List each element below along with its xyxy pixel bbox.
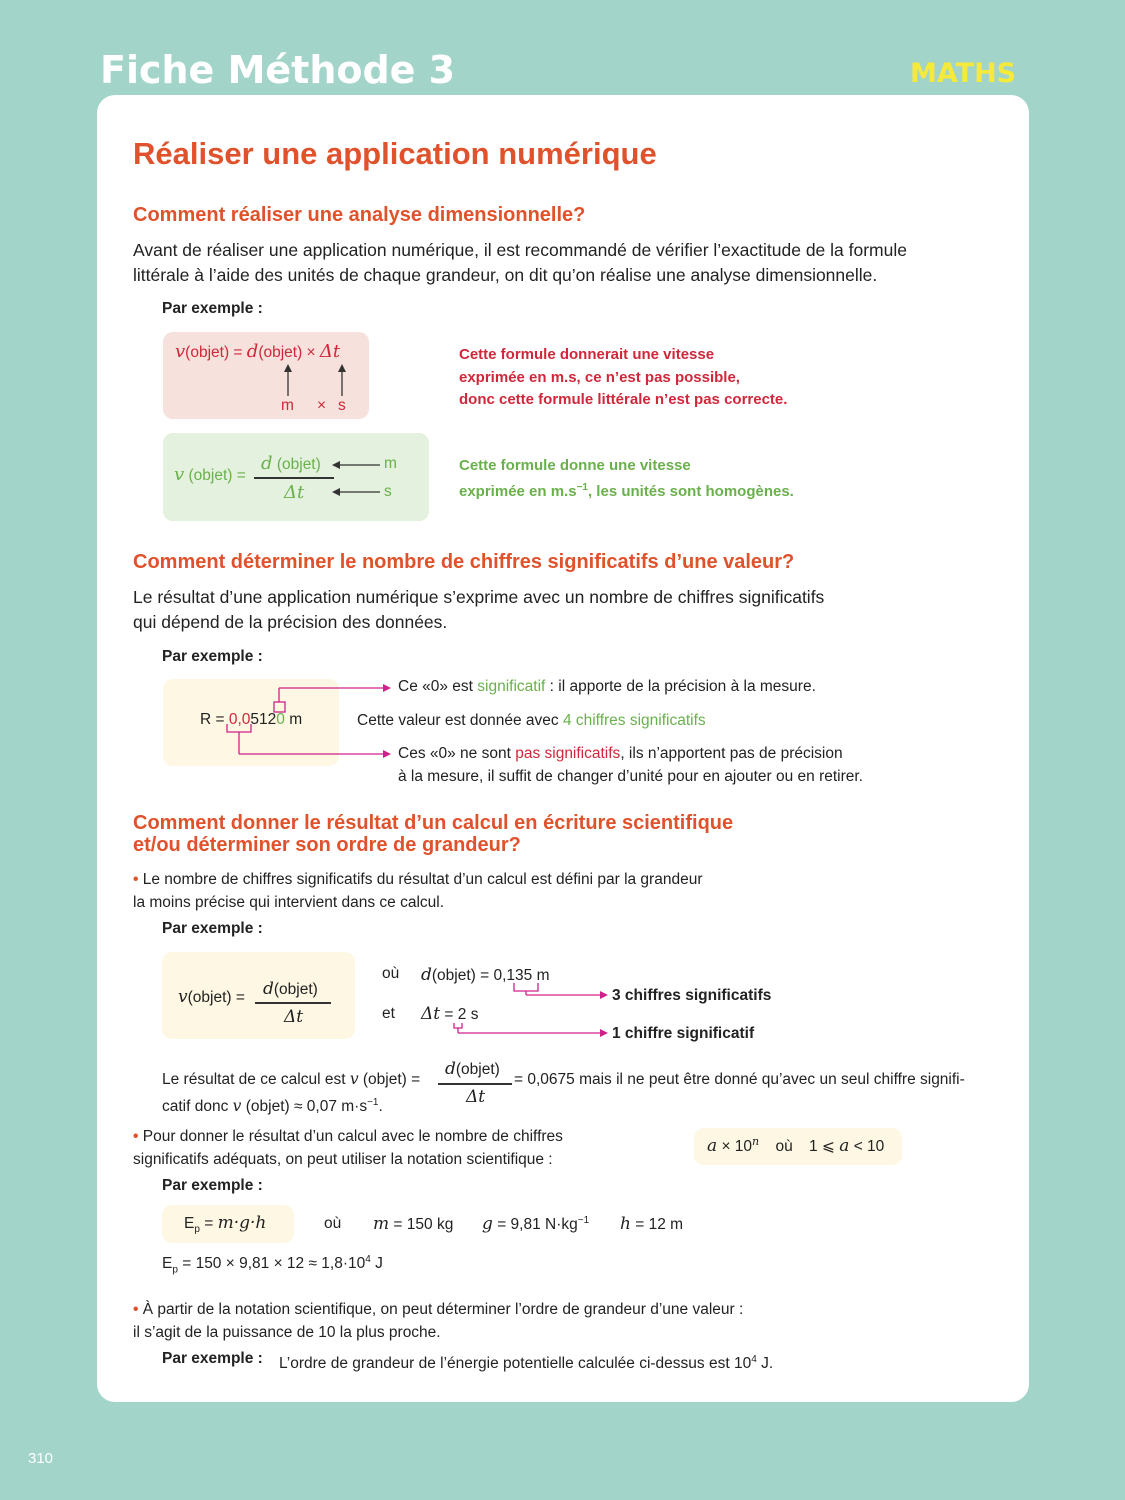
bullet1-line2: la moins précise qui intervient dans ce calcul. bbox=[133, 894, 445, 911]
result-fraction-denominator: Δt bbox=[466, 1087, 486, 1107]
bullet2-line1: • Pour donner le résultat d’un calcul avec le nombre de chiffres bbox=[133, 1128, 563, 1145]
example-label: Par exemple : bbox=[162, 920, 263, 937]
correct-note-line1: Cette formule donne une vitesse bbox=[459, 457, 691, 474]
sheet-title: Fiche Méthode 3 bbox=[100, 48, 456, 92]
result-fraction-numerator: d(objet) bbox=[445, 1059, 500, 1079]
gravity-value: g = 9,81 $N\cdot kg^{-1}$ bbox=[482, 1214, 590, 1234]
example-label: Par exemple : bbox=[162, 648, 263, 665]
section1-text-line1: Avant de réaliser une application numérique, il est recommandé de vérifier l’exactitude de la formule bbox=[133, 240, 907, 260]
sig-digit-arrow-2 bbox=[450, 1022, 610, 1042]
energy-formula: $E_p = m\cdot g\cdot h$ bbox=[184, 1213, 267, 1236]
duration-value: Δt = 2 s bbox=[421, 1004, 479, 1024]
unit-arrows bbox=[278, 364, 358, 398]
order-of-magnitude-example: L’ordre de grandeur de l’énergie potentielle calculée ci-dessus est $10^4$ J. bbox=[279, 1354, 774, 1373]
section1-text-line2: littérale à l’aide des unités de chaque grandeur, on dit qu’on réalise une analyse dimensionnelle. bbox=[133, 265, 878, 285]
bullet3-line1: • À partir de la notation scientifique, on peut déterminer l’ordre de grandeur d’une valeur : bbox=[133, 1301, 744, 1318]
page-number: 310 bbox=[28, 1450, 54, 1467]
unit-m-green: m bbox=[384, 455, 397, 472]
section2-heading: Comment déterminer le nombre de chiffres significatifs d’une valeur? bbox=[133, 551, 795, 573]
fraction-bar bbox=[254, 477, 334, 479]
one-sig-digit: 1 chiffre significatif bbox=[612, 1025, 755, 1042]
scientific-notation: $a \times 10^n$ où 1 ⩽ a < 10 bbox=[707, 1135, 885, 1157]
bullet1-line1: • Le nombre de chiffres significatifs du résultat d’un calcul est défini par la grandeur bbox=[133, 871, 703, 888]
value-display: R = 0,05120 m bbox=[200, 711, 303, 728]
example-label: Par exemple : bbox=[162, 300, 263, 317]
speed-formula-denominator: Δt bbox=[284, 1007, 304, 1027]
three-sig-digits: 3 chiffres significatifs bbox=[612, 987, 772, 1004]
section2-text-line1: Le résultat d’une application numérique s’exprime avec un nombre de chiffres significatifs bbox=[133, 587, 825, 607]
correct-note-line2: exprimée en $m.s^{-1}$, les unités sont homogènes. bbox=[459, 482, 794, 500]
example-label: Par exemple : bbox=[162, 1177, 263, 1194]
example-label: Par exemple : bbox=[162, 1350, 263, 1367]
correct-formula-lhs: v (objet) = bbox=[174, 464, 246, 485]
result-line1-a: Le résultat de ce calcul est v (objet) = bbox=[162, 1070, 421, 1088]
height-value: h = 12 m bbox=[620, 1214, 684, 1234]
mass-value: m = 150 kg bbox=[373, 1214, 454, 1234]
unit-s: s bbox=[338, 397, 346, 414]
unit-s-green: s bbox=[384, 483, 392, 500]
result-line2: catif donc v (objet) ≈ 0,07 $m\cdot s^{-1}$. bbox=[162, 1097, 383, 1116]
non-significant-zeros-note: Ces «0» ne sont pas significatifs, ils n’apportent pas de précision bbox=[398, 745, 843, 762]
section3-heading-line2: et/ou déterminer son ordre de grandeur? bbox=[133, 834, 521, 856]
significant-zero-note: Ce «0» est significatif : il apporte de la précision à la mesure. bbox=[398, 678, 816, 695]
bullet2-line2: significatifs adéquats, on peut utiliser la notation scientifique : bbox=[133, 1151, 553, 1168]
result-line1-b: = 0,0675 mais il ne peut être donné qu’avec un seul chiffre signifi- bbox=[514, 1071, 965, 1088]
unit-times: × bbox=[317, 397, 327, 414]
section1-heading: Comment réaliser une analyse dimensionnelle? bbox=[133, 204, 586, 226]
section3-heading-line1: Comment donner le résultat d’un calcul en écriture scientifique bbox=[133, 812, 734, 834]
non-significant-zeros-note-line2: à la mesure, il suffit de changer d’unité pour en ajouter ou en retirer. bbox=[398, 768, 863, 785]
speed-formula-numerator: d(objet) bbox=[263, 979, 318, 999]
correct-formula-numerator: d (objet) bbox=[261, 453, 321, 474]
speed-formula-lhs: v(objet) = bbox=[178, 987, 245, 1007]
fraction-bar bbox=[438, 1083, 512, 1085]
incorrect-note-line3: donc cette formule littérale n’est pas correcte. bbox=[459, 391, 788, 408]
subject-badge: MATHS bbox=[910, 58, 1017, 89]
fraction-bar bbox=[255, 1002, 331, 1004]
incorrect-formula: v(objet) = d(objet) × Δt bbox=[175, 341, 341, 362]
incorrect-note-line2: exprimée en m.s, ce n’est pas possible, bbox=[459, 369, 740, 386]
distance-value: d(objet) = 0,135 m bbox=[421, 965, 550, 985]
section2-text-line2: qui dépend de la précision des données. bbox=[133, 612, 448, 632]
incorrect-note-line1: Cette formule donnerait une vitesse bbox=[459, 346, 715, 363]
energy-calculation: $E_p = 150 \times 9,81 \times 12 \approx 1,8\cdot 10^4$ J bbox=[162, 1254, 383, 1276]
page-title: Réaliser une application numérique bbox=[133, 136, 657, 171]
where-label: où bbox=[324, 1215, 342, 1232]
digit-count-note: Cette valeur est donnée avec 4 chiffres significatifs bbox=[357, 712, 706, 729]
unit-arrows-left bbox=[332, 458, 382, 500]
where-label: où bbox=[382, 965, 400, 982]
and-label: et bbox=[382, 1005, 395, 1022]
bullet3-line2: il s’agit de la puissance de 10 la plus proche. bbox=[133, 1324, 441, 1341]
unit-m: m bbox=[281, 397, 294, 414]
correct-formula-denominator: Δt bbox=[284, 482, 305, 503]
